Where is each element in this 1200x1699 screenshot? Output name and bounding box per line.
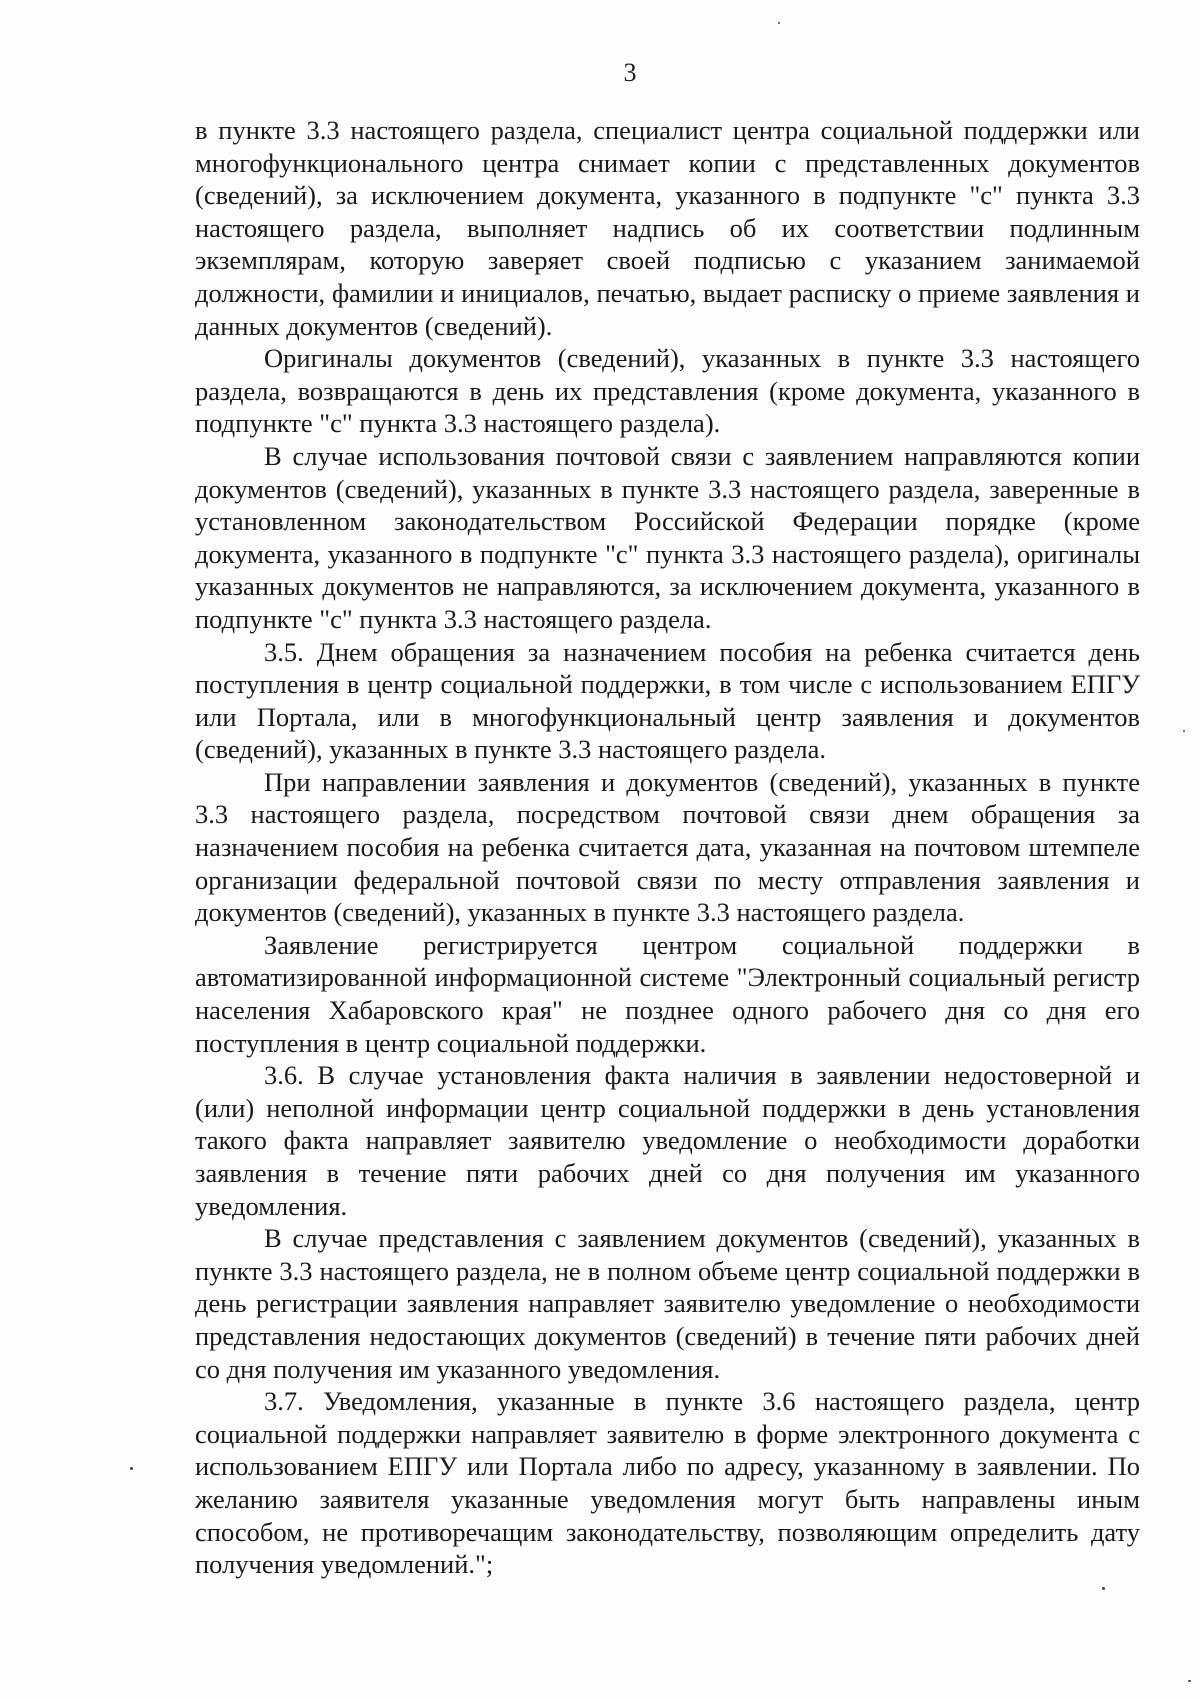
scan-speck [1188, 1680, 1191, 1682]
paragraph-postal-copies: В случае использования почтовой связи с заявлением направляются копии документов (сведений), указанных в пункте 3.3 настоящего раздела, заверенные в установленном законодательством Российской Федерации порядке (кроме документа, указанного в подпункте "с" пункта 3.3 настоящего раздела), оригиналы указанных документов не направляются, за исключением документа, указанного в подпункте "с" пункта 3.3 настоящего раздела. [195, 440, 1140, 634]
paragraph-postal-date: При направлении заявления и документов (сведений), указанных в пункте 3.3 настоящего раздела, посредством почтовой связи днем обращения за назначением пособия на ребенка считается дата, указанная на почтовом штемпеле организации федеральной почтовой связи по месту отправления заявления и документов (сведений), указанных в пункте 3.3 настоящего раздела. [195, 766, 1140, 928]
scan-speck [778, 22, 780, 24]
paragraph-originals-returned: Оригиналы документов (сведений), указанных в пункте 3.3 настоящего раздела, возвращаются в день их представления (кроме документа, указанного в подпункте "с" пункта 3.3 настоящего раздела). [195, 343, 1140, 439]
page-number: 3 [623, 58, 637, 87]
paragraph-registration: Заявление регистрируется центром социальной поддержки в автоматизированной информационной системе "Электронный социальный регистр населения Хабаровского края" не позднее одного рабочего дня со дня его поступления в центр социальной поддержки. [195, 929, 1140, 1058]
document-body [195, 114, 1140, 1581]
paragraph-continuation: в пункте 3.3 настоящего раздела, специалист центра социальной поддержки или многофункционального центра снимает копии с представленных документов (сведений), за исключением документа, указанного в подпункте "с" пункта 3.3 настоящего раздела, выполняет надпись об их соответствии подлинным экземплярам, которую заверяет своей подписью с указанием занимаемой должности, фамилии и инициалов, печатью, выдает расписку о приеме заявления и данных документов (сведений). [195, 115, 1140, 341]
paragraph-incomplete-documents: В случае представления с заявлением документов (сведений), указанных в пункте 3.3 настоящего раздела, не в полном объеме центр социальной поддержки в день регистрации заявления направляет заявителю уведомление о необходимости представления недостающих документов (сведений) в течение пяти рабочих дней со дня получения им указанного уведомления. [195, 1223, 1140, 1384]
scan-speck [1183, 730, 1185, 732]
paragraph-3-6: 3.6. В случае установления факта наличия в заявлении недостоверной и (или) неполной информации центр социальной поддержки в день установления такого факта направляет заявителю уведомление о необходимости доработки заявления в течение пяти рабочих дней со дня получения им указанного уведомления. [195, 1060, 1140, 1221]
scan-speck [1102, 1587, 1105, 1590]
paragraph-3-7: 3.7. Уведомления, указанные в пункте 3.6 настоящего раздела, центр социальной поддержки направляет заявителю в форме электронного документа с использованием ЕПГУ или Портала либо по адресу, указанному в заявлении. По желанию заявителя указанные уведомления могут быть направлены иным способом, не противоречащим законодательству, позволяющим определить дату получения уведомлений."; [195, 1386, 1140, 1580]
scan-speck [130, 1467, 133, 1470]
paragraph-3-5: 3.5. Днем обращения за назначением пособия на ребенка считается день поступления в центр социальной поддержки, в том числе с использованием ЕПГУ или Портала, или в многофункциональный центр заявления и документов (сведений), указанных в пункте 3.3 настоящего раздела. [195, 636, 1140, 765]
